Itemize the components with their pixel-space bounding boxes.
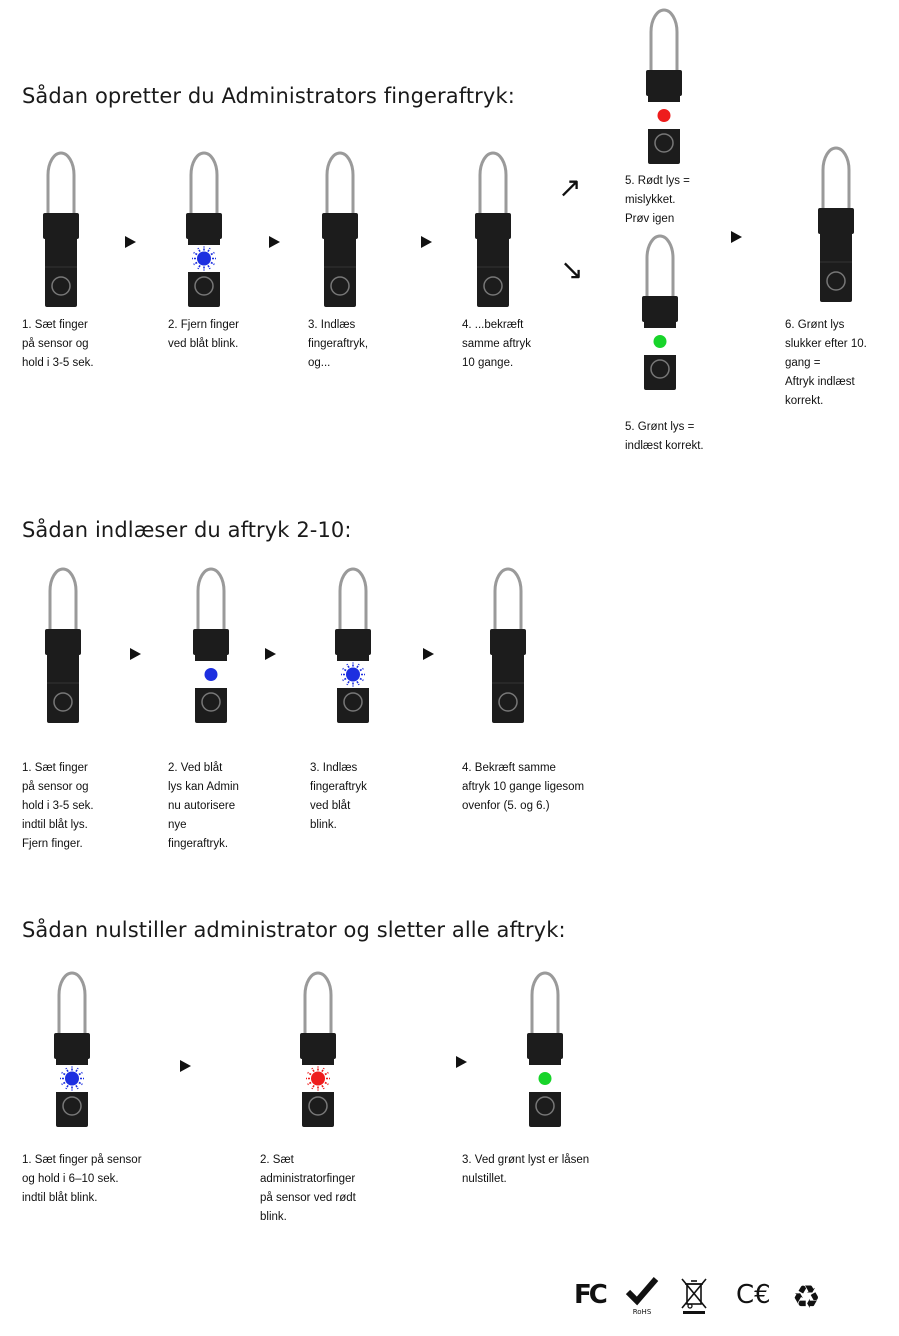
step-caption: 2. Fjern finger ved blåt blink. — [168, 319, 239, 350]
padlock-icon — [42, 561, 84, 726]
step-caption: 3. Indlæs fingeraftryk ved blåt blink. — [310, 762, 367, 831]
section-1-title: Sådan opretter du Administrators fingeraftryk: — [22, 84, 515, 108]
step-caption: 1. Sæt finger på sensor og hold i 3-5 sek. — [22, 319, 94, 369]
arrow-right-icon — [180, 1060, 191, 1072]
padlock-icon — [524, 965, 566, 1130]
fcc-logo: FC — [574, 1280, 605, 1310]
padlock — [297, 965, 339, 1130]
padlock-icon — [639, 228, 681, 393]
padlock — [51, 965, 93, 1130]
arrow-right-icon — [125, 236, 136, 248]
padlock-icon — [190, 561, 232, 726]
ce-mark: C€ — [736, 1280, 771, 1310]
arrow-right-icon — [130, 648, 141, 660]
arrow-right-icon — [269, 236, 280, 248]
crossed-bin-icon — [679, 1276, 709, 1320]
section-3-title: Sådan nulstiller administrator og sletter alle aftryk: — [22, 918, 566, 942]
padlock — [40, 145, 82, 310]
step-caption: 1. Sæt finger på sensor og hold i 3-5 sek. indtil blåt lys. Fjern finger. — [22, 762, 94, 850]
padlock — [487, 561, 529, 726]
padlock-icon — [297, 965, 339, 1130]
step-caption: 5. Grønt lys = indlæst korrekt. — [625, 421, 704, 452]
checkmark-icon — [625, 1276, 659, 1306]
padlock — [639, 228, 681, 393]
step-caption: 4. ...bekræft samme aftryk 10 gange. — [462, 319, 532, 369]
arrow-right-icon — [421, 236, 432, 248]
padlock — [643, 2, 685, 167]
step-caption: 2. Sæt administratorfinger på sensor ved rødt blink. — [260, 1154, 356, 1223]
step-caption: 2. Ved blåt lys kan Admin nu autorisere nye fingeraftryk. — [168, 762, 239, 850]
step-caption: 5. Rødt lys = mislykket. Prøv igen — [625, 175, 690, 225]
padlock — [319, 145, 361, 310]
padlock — [815, 140, 857, 305]
padlock — [332, 561, 374, 726]
step-caption: 3. Ved grønt lyst er låsen nulstillet. — [462, 1154, 590, 1185]
step-caption: 6. Grønt lys slukker efter 10. gang = Aftryk indlæst korrekt. — [785, 319, 867, 407]
step-caption: 1. Sæt finger på sensor og hold i 6–10 sek. indtil blåt blink. — [22, 1154, 142, 1204]
rohs-label: RoHS — [632, 1308, 652, 1316]
recycle-icon: ♻ — [792, 1278, 821, 1316]
padlock — [472, 145, 514, 310]
arrow-down-right-icon: ↘ — [560, 253, 584, 286]
padlock-icon — [51, 965, 93, 1130]
padlock — [524, 965, 566, 1130]
padlock-icon — [332, 561, 374, 726]
section-2-title: Sådan indlæser du aftryk 2-10: — [22, 518, 352, 542]
padlock-icon — [472, 145, 514, 310]
padlock-icon — [40, 145, 82, 310]
step-caption: 4. Bekræft samme aftryk 10 gange ligesom ovenfor (5. og 6.) — [462, 762, 585, 812]
padlock — [183, 145, 225, 310]
padlock — [190, 561, 232, 726]
padlock-icon — [319, 145, 361, 310]
padlock — [42, 561, 84, 726]
rohs-mark — [625, 1276, 659, 1316]
arrow-right-icon — [423, 648, 434, 660]
arrow-right-icon — [265, 648, 276, 660]
arrow-up-right-icon: ↗ — [558, 171, 582, 204]
padlock-icon — [487, 561, 529, 726]
padlock-icon — [183, 145, 225, 310]
arrow-right-icon — [731, 231, 742, 243]
padlock-icon — [643, 2, 685, 167]
arrow-right-icon — [456, 1056, 467, 1068]
step-caption: 3. Indlæs fingeraftryk, og... — [308, 319, 369, 369]
padlock-icon — [815, 140, 857, 305]
